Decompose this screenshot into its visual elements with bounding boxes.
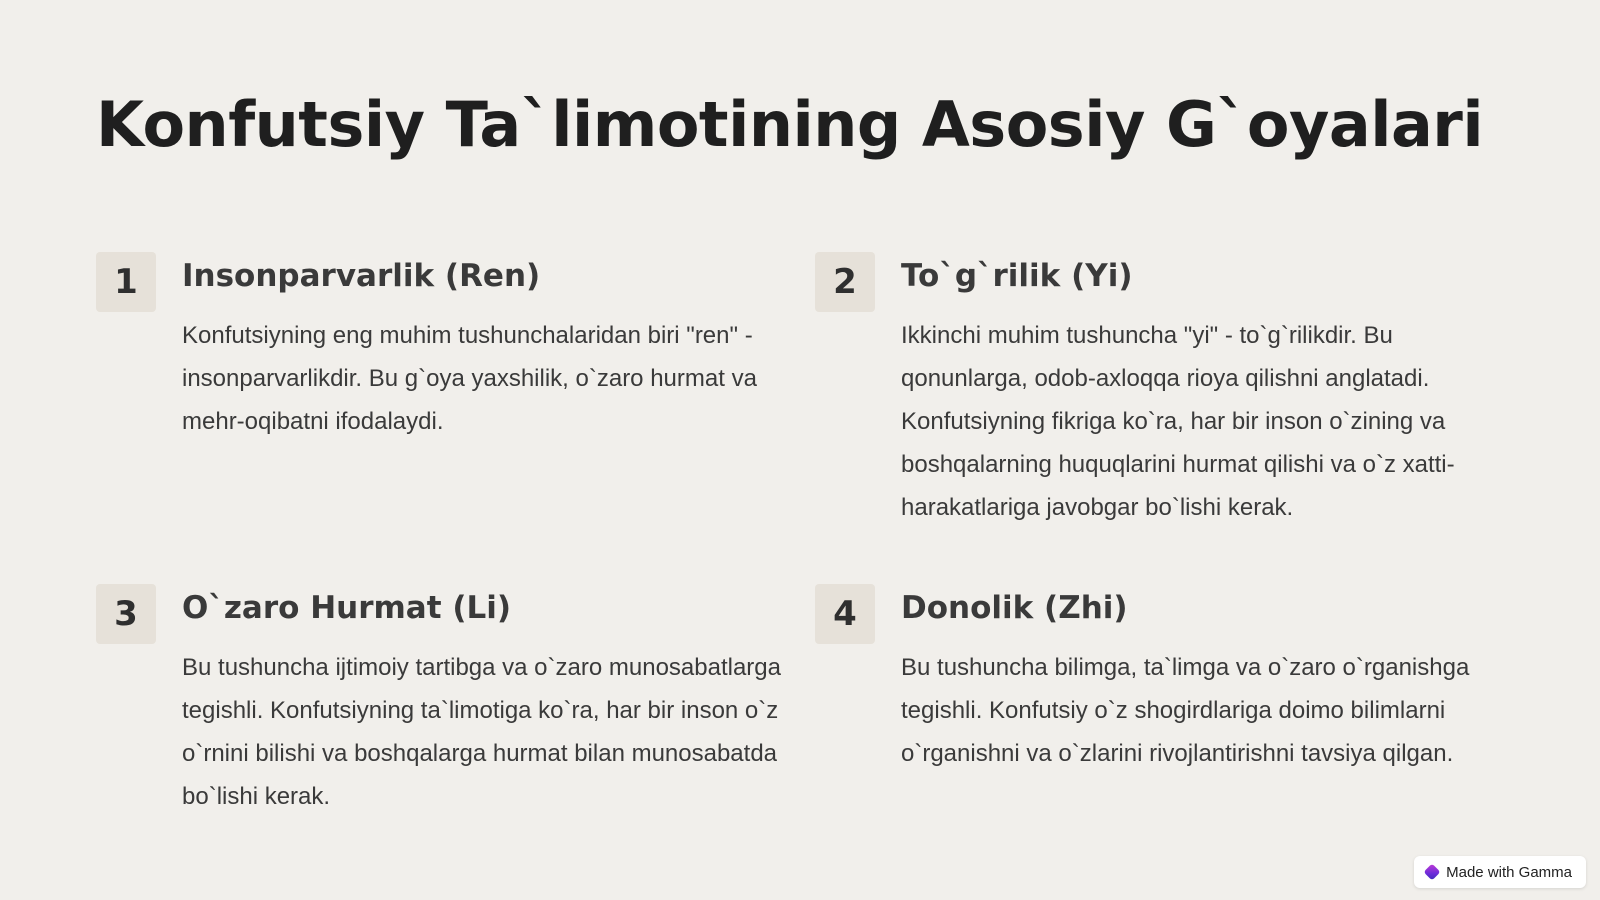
item-number-badge: 4 bbox=[815, 584, 875, 644]
item-number-badge: 2 bbox=[815, 252, 875, 312]
item-title: Donolik (Zhi) bbox=[901, 590, 1128, 626]
gamma-logo-icon bbox=[1424, 864, 1441, 881]
item-description: Bu tushuncha bilimga, ta`limga va o`zaro o`rganishga tegishli. Konfutsiy o`z shogirdlariga doimo bilimlarni o`rganishni va o`zlarini rivojlantirishni tavsiya qilgan. bbox=[901, 654, 1470, 767]
badge-label: Made with Gamma bbox=[1446, 863, 1572, 881]
item-title: O`zaro Hurmat (Li) bbox=[182, 590, 512, 626]
item-description: Ikkinchi muhim tushuncha "yi" - to`g`rilikdir. Bu qonunlarga, odob-axloqqa rioya qilishni anglatadi. Konfutsiyning fikriga ko`ra, har bir inson o`zining va boshqalarning huquqlarini hurmat qilishi va o`z xatti-harakatlariga javobgar bo`lishi kerak. bbox=[901, 322, 1455, 521]
item-number-badge: 1 bbox=[96, 252, 156, 312]
slide-title: Konfutsiy Ta`limotining Asosiy G`oyalari bbox=[96, 88, 1484, 161]
made-with-gamma-badge[interactable] bbox=[1414, 856, 1586, 888]
item-description: Bu tushuncha ijtimoiy tartibga va o`zaro munosabatlarga tegishli. Konfutsiyning ta`limotiga ko`ra, har bir inson o`z o`rnini bilishi va boshqalarga hurmat bilan munosabatda bo`lishi kerak. bbox=[182, 654, 781, 810]
item-title: Insonparvarlik (Ren) bbox=[182, 258, 541, 294]
item-title: To`g`rilik (Yi) bbox=[901, 258, 1133, 294]
item-number-badge: 3 bbox=[96, 584, 156, 644]
item-description: Konfutsiyning eng muhim tushunchalaridan biri "ren" - insonparvarlikdir. Bu g`oya yaxshilik, o`zaro hurmat va mehr-oqibatni ifodalaydi. bbox=[182, 322, 757, 435]
